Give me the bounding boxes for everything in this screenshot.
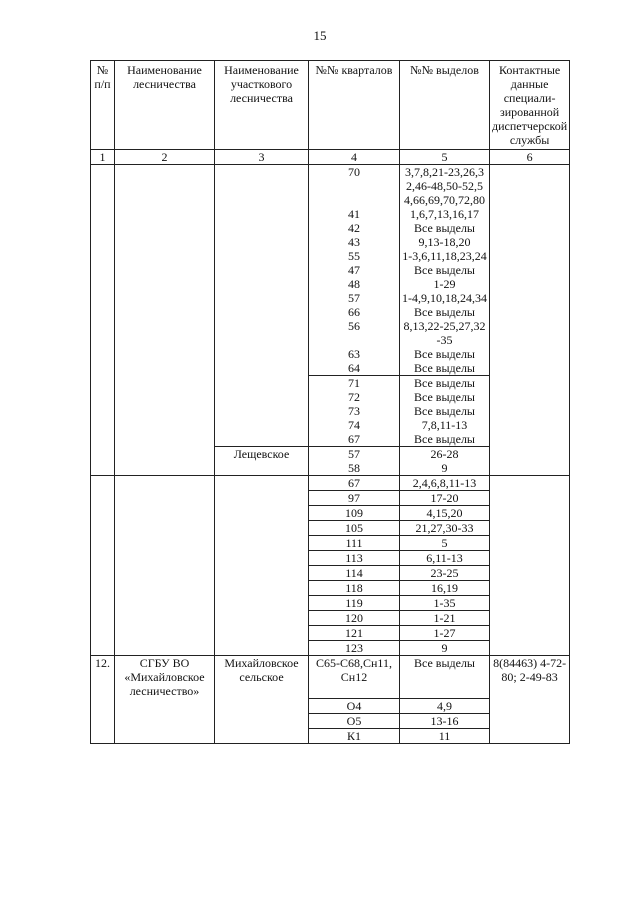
quarter-cell: 114 — [309, 566, 400, 581]
contact-cell — [490, 404, 570, 418]
table-row — [91, 536, 570, 551]
row-number-cell — [91, 319, 115, 347]
row-number-cell — [91, 476, 115, 491]
quarter-cell: 66 — [309, 305, 400, 319]
quarter-cell: О4 — [309, 698, 400, 713]
table-row — [91, 418, 570, 432]
contact-cell — [490, 566, 570, 581]
quarter-cell: 120 — [309, 611, 400, 626]
forestry-name-cell — [115, 207, 215, 221]
district-forestry-cell — [215, 390, 309, 404]
allotment-cell: 4,9 — [400, 698, 490, 713]
forestry-name-cell — [115, 698, 215, 713]
forestry-name-cell — [115, 376, 215, 391]
forestry-name-cell — [115, 319, 215, 347]
table-row — [91, 291, 570, 305]
contact-cell — [490, 235, 570, 249]
allotment-cell: 11 — [400, 728, 490, 743]
forestry-name-cell — [115, 491, 215, 506]
forestry-name-cell — [115, 461, 215, 476]
allotment-cell: 8,13,22-25,27,32-35 — [400, 319, 490, 347]
allotment-cell: 9 — [400, 461, 490, 476]
column-number: 4 — [309, 150, 400, 165]
forestry-name-cell — [115, 536, 215, 551]
allotment-cell: 9 — [400, 641, 490, 656]
allotment-cell: 16,19 — [400, 581, 490, 596]
quarter-cell: 55 — [309, 249, 400, 263]
table-row — [91, 626, 570, 641]
district-forestry-cell — [215, 235, 309, 249]
row-number-cell — [91, 581, 115, 596]
row-number-cell — [91, 447, 115, 462]
allotment-cell: Все выделы — [400, 263, 490, 277]
forestry-name-cell — [115, 165, 215, 208]
district-forestry-cell — [215, 347, 309, 361]
forestry-name-cell: СГБУ ВО «Михайловское лесничество» — [115, 656, 215, 699]
header-cell: Наименование участкового лесничества — [215, 61, 309, 150]
row-number-cell — [91, 277, 115, 291]
row-number-cell — [91, 361, 115, 376]
forestry-name-cell — [115, 596, 215, 611]
forestry-name-cell — [115, 551, 215, 566]
quarter-cell: 109 — [309, 506, 400, 521]
quarter-cell: 42 — [309, 221, 400, 235]
allotment-cell: 23-25 — [400, 566, 490, 581]
forestry-name-cell — [115, 277, 215, 291]
table-row — [91, 319, 570, 347]
row-number-cell — [91, 263, 115, 277]
forestry-table — [90, 60, 570, 744]
contact-cell — [490, 581, 570, 596]
district-forestry-cell — [215, 566, 309, 581]
allotment-cell: 1-35 — [400, 596, 490, 611]
quarter-cell: К1 — [309, 728, 400, 743]
district-forestry-cell — [215, 376, 309, 391]
row-number-cell — [91, 390, 115, 404]
header-cell: Наименование лесничества — [115, 61, 215, 150]
forestry-name-cell — [115, 566, 215, 581]
district-forestry-cell — [215, 581, 309, 596]
table-row — [91, 566, 570, 581]
district-forestry-cell — [215, 611, 309, 626]
quarter-cell: 71 — [309, 376, 400, 391]
allotment-cell: 1-29 — [400, 277, 490, 291]
quarter-cell: 48 — [309, 277, 400, 291]
table-row — [91, 404, 570, 418]
quarter-cell: 47 — [309, 263, 400, 277]
district-forestry-cell — [215, 263, 309, 277]
contact-cell — [490, 641, 570, 656]
row-number-cell — [91, 249, 115, 263]
allotment-cell: Все выделы — [400, 221, 490, 235]
district-forestry-cell — [215, 713, 309, 728]
district-forestry-cell — [215, 641, 309, 656]
table-row — [91, 361, 570, 376]
district-forestry-cell — [215, 165, 309, 208]
contact-cell — [490, 277, 570, 291]
quarter-cell: 67 — [309, 476, 400, 491]
contact-cell — [490, 376, 570, 391]
table-row — [91, 581, 570, 596]
quarter-cell: 121 — [309, 626, 400, 641]
table-row — [91, 476, 570, 491]
row-number-cell — [91, 165, 115, 208]
row-number-cell — [91, 611, 115, 626]
table-row — [91, 263, 570, 277]
contact-cell: 8(84463) 4-72-80; 2-49-83 — [490, 656, 570, 699]
district-forestry-cell — [215, 319, 309, 347]
allotment-cell: Все выделы — [400, 361, 490, 376]
table-row — [91, 305, 570, 319]
forestry-name-cell — [115, 611, 215, 626]
table-row — [91, 347, 570, 361]
district-forestry-cell — [215, 506, 309, 521]
quarter-cell: 57 — [309, 291, 400, 305]
contact-cell — [490, 263, 570, 277]
quarter-cell: 123 — [309, 641, 400, 656]
quarter-cell: С65-С68,Сн11, Сн12 — [309, 656, 400, 699]
forestry-name-cell — [115, 418, 215, 432]
contact-cell — [490, 476, 570, 491]
allotment-cell: Все выделы — [400, 404, 490, 418]
table-row — [91, 611, 570, 626]
row-number-cell — [91, 418, 115, 432]
row-number-cell — [91, 698, 115, 713]
allotment-cell: 26-28 — [400, 447, 490, 462]
column-number: 2 — [115, 150, 215, 165]
district-forestry-cell — [215, 249, 309, 263]
row-number-cell — [91, 235, 115, 249]
row-number-cell — [91, 566, 115, 581]
quarter-cell: 70 — [309, 165, 400, 208]
page-number: 15 — [313, 28, 327, 43]
table-row — [91, 390, 570, 404]
allotment-cell: 7,8,11-13 — [400, 418, 490, 432]
table-row — [91, 728, 570, 743]
quarter-cell: 63 — [309, 347, 400, 361]
forestry-name-cell — [115, 390, 215, 404]
contact-cell — [490, 207, 570, 221]
row-number-cell — [91, 521, 115, 536]
row-number-cell: 12. — [91, 656, 115, 699]
contact-cell — [490, 506, 570, 521]
table-row — [91, 432, 570, 447]
row-number-cell — [91, 713, 115, 728]
quarter-cell: 119 — [309, 596, 400, 611]
district-forestry-cell — [215, 432, 309, 447]
forestry-name-cell — [115, 432, 215, 447]
quarter-cell: 43 — [309, 235, 400, 249]
contact-cell — [490, 536, 570, 551]
table-row — [91, 641, 570, 656]
table-row — [91, 207, 570, 221]
row-number-cell — [91, 536, 115, 551]
contact-cell — [490, 418, 570, 432]
allotment-cell: 6,11-13 — [400, 551, 490, 566]
quarter-cell: 57 — [309, 447, 400, 462]
table-row — [91, 376, 570, 391]
table-row — [91, 656, 570, 699]
table-row — [91, 165, 570, 208]
district-forestry-cell — [215, 221, 309, 235]
row-number-cell — [91, 626, 115, 641]
district-forestry-cell — [215, 521, 309, 536]
allotment-cell: Все выделы — [400, 432, 490, 447]
allotment-cell: 1-21 — [400, 611, 490, 626]
forestry-name-cell — [115, 581, 215, 596]
allotment-cell: 13-16 — [400, 713, 490, 728]
contact-cell — [490, 390, 570, 404]
row-number-cell — [91, 291, 115, 305]
quarter-cell: 74 — [309, 418, 400, 432]
contact-cell — [490, 698, 570, 713]
forestry-name-cell — [115, 249, 215, 263]
header-cell: № п/п — [91, 61, 115, 150]
row-number-cell — [91, 491, 115, 506]
forestry-name-cell — [115, 235, 215, 249]
row-number-cell — [91, 305, 115, 319]
quarter-cell: 58 — [309, 461, 400, 476]
forestry-name-cell — [115, 404, 215, 418]
contact-cell — [490, 491, 570, 506]
table-row — [91, 521, 570, 536]
district-forestry-cell — [215, 461, 309, 476]
quarter-cell: 97 — [309, 491, 400, 506]
table-row — [91, 235, 570, 249]
allotment-cell: 2,4,6,8,11-13 — [400, 476, 490, 491]
contact-cell — [490, 461, 570, 476]
forestry-name-cell — [115, 728, 215, 743]
quarter-cell: 72 — [309, 390, 400, 404]
table-row — [91, 596, 570, 611]
row-number-cell — [91, 506, 115, 521]
contact-cell — [490, 596, 570, 611]
district-forestry-cell — [215, 207, 309, 221]
district-forestry-cell — [215, 698, 309, 713]
contact-cell — [490, 249, 570, 263]
district-forestry-cell — [215, 476, 309, 491]
table-row — [91, 491, 570, 506]
contact-cell — [490, 551, 570, 566]
column-number: 1 — [91, 150, 115, 165]
table-row — [91, 221, 570, 235]
table-row — [91, 551, 570, 566]
forestry-name-cell — [115, 221, 215, 235]
district-forestry-cell — [215, 361, 309, 376]
forestry-name-cell — [115, 347, 215, 361]
column-number: 5 — [400, 150, 490, 165]
row-number-cell — [91, 221, 115, 235]
quarter-cell: 41 — [309, 207, 400, 221]
contact-cell — [490, 165, 570, 208]
contact-cell — [490, 626, 570, 641]
allotment-cell: 1,6,7,13,16,17 — [400, 207, 490, 221]
table-row — [91, 249, 570, 263]
district-forestry-cell — [215, 491, 309, 506]
district-forestry-cell — [215, 291, 309, 305]
row-number-cell — [91, 432, 115, 447]
district-forestry-cell — [215, 305, 309, 319]
forestry-name-cell — [115, 476, 215, 491]
allotment-cell: Все выделы — [400, 347, 490, 361]
quarter-cell: 111 — [309, 536, 400, 551]
row-number-cell — [91, 551, 115, 566]
allotment-cell: Все выделы — [400, 390, 490, 404]
district-forestry-cell — [215, 551, 309, 566]
allotment-cell: Все выделы — [400, 376, 490, 391]
district-forestry-cell — [215, 728, 309, 743]
district-forestry-cell — [215, 418, 309, 432]
forestry-name-cell — [115, 641, 215, 656]
column-number: 3 — [215, 150, 309, 165]
forestry-name-cell — [115, 305, 215, 319]
allotment-cell: 5 — [400, 536, 490, 551]
forestry-name-cell — [115, 447, 215, 462]
row-number-cell — [91, 207, 115, 221]
table-row — [91, 506, 570, 521]
district-forestry-cell — [215, 536, 309, 551]
forestry-name-cell — [115, 291, 215, 305]
district-forestry-cell — [215, 626, 309, 641]
contact-cell — [490, 611, 570, 626]
contact-cell — [490, 521, 570, 536]
table-row — [91, 277, 570, 291]
contact-cell — [490, 728, 570, 743]
contact-cell — [490, 713, 570, 728]
quarter-cell: 105 — [309, 521, 400, 536]
table-row — [91, 713, 570, 728]
row-number-cell — [91, 404, 115, 418]
row-number-cell — [91, 728, 115, 743]
allotment-cell: 9,13-18,20 — [400, 235, 490, 249]
allotment-cell: 1-3,6,11,18,23,24 — [400, 249, 490, 263]
allotment-cell: 4,15,20 — [400, 506, 490, 521]
header-cell: №№ выделов — [400, 61, 490, 150]
contact-cell — [490, 319, 570, 347]
row-number-cell — [91, 461, 115, 476]
row-number-cell — [91, 596, 115, 611]
quarter-cell: 113 — [309, 551, 400, 566]
district-forestry-cell: Лещевское — [215, 447, 309, 462]
district-forestry-cell — [215, 404, 309, 418]
contact-cell — [490, 221, 570, 235]
contact-cell — [490, 432, 570, 447]
row-number-cell — [91, 376, 115, 391]
quarter-cell: 73 — [309, 404, 400, 418]
table-row — [91, 461, 570, 476]
forestry-name-cell — [115, 626, 215, 641]
allotment-cell: Все выделы — [400, 656, 490, 699]
table-row — [91, 447, 570, 462]
quarter-cell: 64 — [309, 361, 400, 376]
quarter-cell: 67 — [309, 432, 400, 447]
allotment-cell: 3,7,8,21-23,26,32,46-48,50-52,54,66,69,70,72,80 — [400, 165, 490, 208]
quarter-cell: 118 — [309, 581, 400, 596]
district-forestry-cell: Михайловское сельское — [215, 656, 309, 699]
contact-cell — [490, 305, 570, 319]
allotment-cell: 1-4,9,10,18,24,34 — [400, 291, 490, 305]
allotment-cell: 1-27 — [400, 626, 490, 641]
forestry-name-cell — [115, 506, 215, 521]
forestry-name-cell — [115, 263, 215, 277]
allotment-cell: 21,27,30-33 — [400, 521, 490, 536]
forestry-name-cell — [115, 521, 215, 536]
quarter-cell: 56 — [309, 319, 400, 347]
quarter-cell: О5 — [309, 713, 400, 728]
column-number: 6 — [490, 150, 570, 165]
table-body — [91, 165, 570, 744]
allotment-cell: 17-20 — [400, 491, 490, 506]
district-forestry-cell — [215, 596, 309, 611]
row-number-cell — [91, 347, 115, 361]
contact-cell — [490, 361, 570, 376]
contact-cell — [490, 347, 570, 361]
contact-cell — [490, 447, 570, 462]
forestry-name-cell — [115, 713, 215, 728]
header-cell: №№ кварталов — [309, 61, 400, 150]
row-number-cell — [91, 641, 115, 656]
district-forestry-cell — [215, 277, 309, 291]
table-row — [91, 698, 570, 713]
forestry-name-cell — [115, 361, 215, 376]
header-cell: Контактные данные специали-зированной диспетчерской службы — [490, 61, 570, 150]
contact-cell — [490, 291, 570, 305]
allotment-cell: Все выделы — [400, 305, 490, 319]
table-header — [91, 61, 570, 165]
